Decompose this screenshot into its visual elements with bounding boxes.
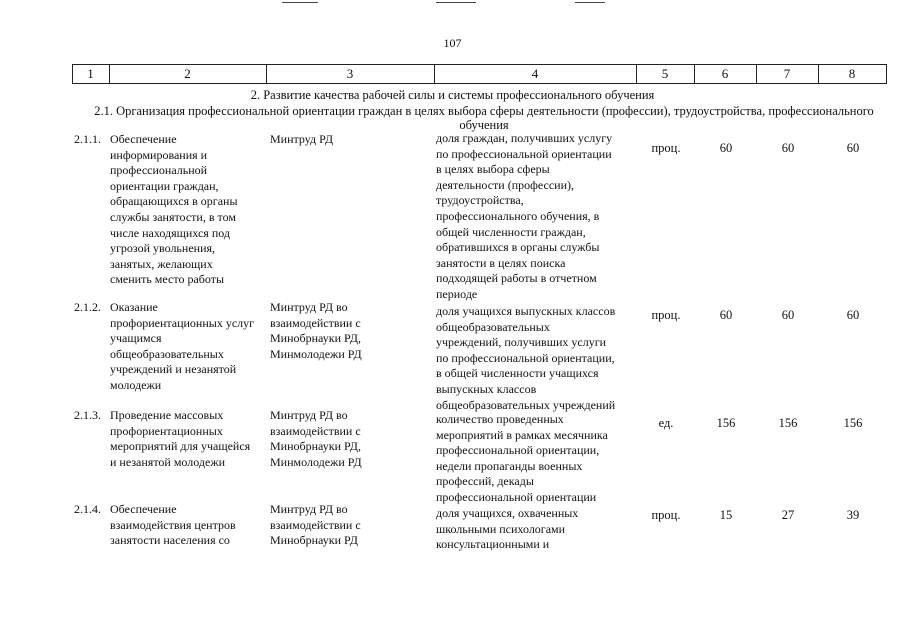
row-number: 2.1.2. <box>74 300 101 314</box>
activity-cell: Проведение массовых профориентационных мероприятий для учащейся и незанятой молодежи <box>110 408 251 469</box>
column-header: 4 <box>531 66 539 81</box>
value-cell: 39 <box>846 508 860 522</box>
indicator-cell: количество проведенных мероприятий в рамках месячника профессиональной ориентации, недели пропаганды военных профессий, декады профессиональной ориентации <box>436 412 608 504</box>
scan-artifact-line <box>575 2 605 3</box>
column-header: 7 <box>783 66 791 81</box>
scan-artifact-line <box>282 2 318 3</box>
unit-cell: проц. <box>651 308 681 322</box>
column-header: 2 <box>184 66 191 81</box>
section-title: 2. Развитие качества рабочей силы и системы профессионального обучения <box>250 88 655 102</box>
unit-cell: ед. <box>658 416 674 430</box>
unit-cell: проц. <box>651 508 681 522</box>
scan-artifact-line <box>436 2 476 3</box>
value-cell: 15 <box>719 508 733 522</box>
column-header: 6 <box>721 66 729 81</box>
activity-cell: Обеспечение информирования и профессиональной ориентации граждан, обращающихся в органы службы занятости, в том числе находящихся под угрозой увольнения, занятых, желающих сменить место работы <box>110 132 238 287</box>
indicator-cell: доля учащихся, охваченных школьными психологами консультационными и <box>436 506 579 552</box>
page-number: 107 <box>443 36 462 50</box>
value-cell: 60 <box>846 141 860 155</box>
unit-cell: проц. <box>651 141 681 155</box>
value-cell: 60 <box>719 141 733 155</box>
value-cell: 156 <box>716 416 736 430</box>
indicator-cell: доля учащихся выпускных классов общеобразовательных учреждений, получивших услуги по профессиональной ориентации, в общей численности учащихся выпускных классов общеобразовательных учреждений <box>436 304 616 412</box>
executor-cell: Минтруд РД во взаимодействии с Минобрнауки РД <box>270 502 361 548</box>
activity-cell: Оказание профориентационных услуг учащимся общеобразовательных учреждений и незанятой молодежи <box>110 300 255 392</box>
subsection-title-line: обучения <box>459 118 509 132</box>
column-header: 5 <box>661 66 669 81</box>
value-cell: 60 <box>781 141 795 155</box>
executor-cell: Минтруд РД во взаимодействии с Минобрнауки РД, Минмолодежи РД <box>270 408 362 469</box>
indicator-cell: доля граждан, получивших услугу по профессиональной ориентации в целях выбора сферы деятельности (профессии), трудоустройства, профессионального обучения, в общей численности граждан, обратившихся в органы службы занятости в целях поиска подходящей работы в отчетном периоде <box>436 131 613 301</box>
row-number: 2.1.4. <box>74 502 101 516</box>
subsection-title <box>74 104 894 132</box>
column-header: 1 <box>87 66 94 81</box>
value-cell: 60 <box>719 308 733 322</box>
value-cell: 156 <box>778 416 798 430</box>
executor-cell: Минтруд РД <box>270 132 334 146</box>
column-header: 8 <box>848 66 856 81</box>
executor-cell: Минтруд РД во взаимодействии с Минобрнауки РД, Минмолодежи РД <box>270 300 362 361</box>
row-number: 2.1.1. <box>74 132 101 146</box>
subsection-title-line: 2.1. Организация профессиональной ориентации граждан в целях выбора сферы деятельности (профессии), трудоустройства, профессионального <box>94 104 874 118</box>
value-cell: 27 <box>781 508 795 522</box>
value-cell: 156 <box>843 416 863 430</box>
column-header: 3 <box>346 66 354 81</box>
value-cell: 60 <box>846 308 860 322</box>
activity-cell: Обеспечение взаимодействия центров занятости населения со <box>110 502 236 548</box>
value-cell: 60 <box>781 308 795 322</box>
row-number: 2.1.3. <box>74 408 101 422</box>
